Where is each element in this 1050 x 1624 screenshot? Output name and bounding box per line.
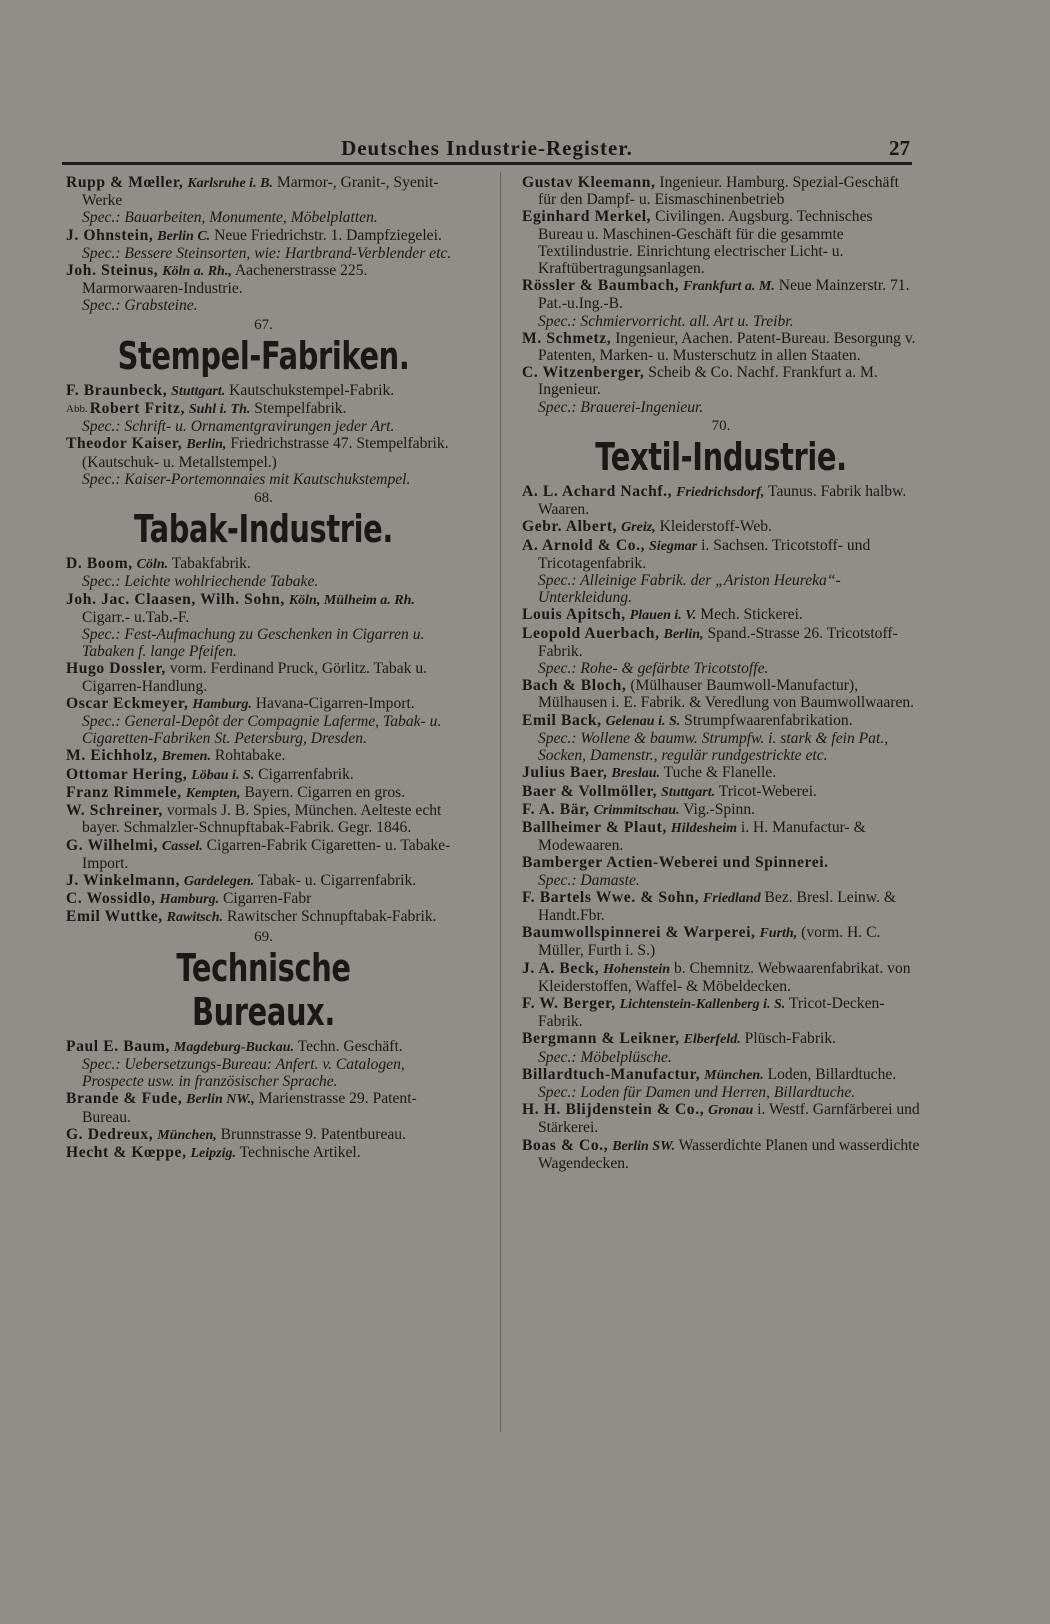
directory-entry: [66, 1090, 461, 1125]
section-number-68: 68.: [254, 490, 273, 507]
firm-location: Elberfeld.: [683, 1032, 741, 1048]
firm-location: Siegmar: [649, 538, 698, 554]
firm-description: Bayern. Cigarren en gros.: [244, 783, 406, 801]
firm-location: Köln, Mülheim a. Rh.: [288, 592, 415, 608]
firm-description: i. H. Manufactur- & Modewaaren.: [538, 818, 866, 855]
firm-location: Gronau: [708, 1103, 754, 1119]
firm-description: Civilingen. Augsburg. Technisches Bureau u. Maschinen-Geschäft für die gesammte Textilindustrie. Einrichtung electrischer Licht- u. Kraftübertragungsanlagen.: [538, 208, 873, 278]
firm-name: A. Arnold & Co.,: [522, 536, 646, 554]
firm-location: Furth,: [759, 926, 798, 942]
directory-entry: [66, 660, 461, 694]
firm-name: Bergmann & Leikner,: [522, 1030, 680, 1048]
firm-description: Taunus. Fabrik halbw. Waaren.: [538, 483, 907, 519]
firm-name: C. Witzenberger,: [522, 364, 645, 382]
firm-description: Strumpfwaarenfabrikation.: [684, 711, 853, 729]
firm-name: Ballheimer & Plaut,: [522, 818, 667, 836]
firm-description: Friedrichstrasse 47. Stempelfabrik. (Kautschuk- u. Metallstempel.): [82, 435, 449, 471]
firm-specialty: Spec.: Damaste.: [538, 871, 640, 889]
firm-name: F. A. Bär,: [522, 800, 590, 818]
section-number-69: 69.: [254, 928, 273, 945]
firm-location: Magdeburg-Buckau.: [173, 1039, 295, 1055]
directory-entry: [522, 518, 920, 536]
firm-name: Franz Rimmele,: [66, 783, 182, 801]
firm-location: Berlin C.: [157, 228, 211, 244]
firm-location: Rawitsch.: [166, 910, 224, 926]
running-title: Deutsches Industrie-Register.: [341, 136, 633, 160]
firm-location: Plauen i. V.: [629, 608, 697, 624]
section-heading-stempel: Stempel-Fabriken.: [117, 333, 410, 378]
firm-description: Cigarr.- u.Tab.-F.: [82, 608, 190, 626]
directory-entry: [522, 606, 920, 624]
firm-specialty: Spec.: Kaiser-Portemonnaies mit Kautschukstempel.: [82, 470, 411, 488]
technische-bureaux-list: [66, 1038, 461, 1162]
firm-description: Ingenieur, Aachen. Patent-Bureau. Besorgung v. Patenten, Marken- u. Musterschutz in allen Staaten.: [538, 329, 916, 365]
firm-description: Bez. Bresl. Leinw. & Handt.Fbr.: [538, 888, 897, 924]
firm-specialty: Spec.: General-Depôt der Compagnie Laferme, Tabak- u. Cigaretten-Fabriken St. Petersburg, Dresden.: [82, 713, 442, 748]
section-heading-textil: Textil-Industrie.: [595, 435, 847, 480]
firm-location: Breslau.: [611, 766, 661, 782]
directory-entry: [66, 1038, 461, 1056]
firm-name: M. Schmetz,: [522, 329, 612, 347]
firm-name: F. W. Berger,: [522, 994, 616, 1012]
section-number-67: 67.: [254, 316, 273, 333]
firm-specialty: Spec.: Schmiervorricht. all. Art u. Treibr.: [538, 312, 794, 330]
firm-location: Lichtenstein-Kallenberg i. S.: [619, 996, 786, 1012]
firm-name: Emil Back,: [522, 711, 602, 729]
firm-description: Neue Friedrichstr. 1. Dampfziegelei.: [214, 226, 442, 244]
firm-name: Hecht & Kœppe,: [66, 1143, 187, 1161]
directory-entry: [522, 1066, 920, 1084]
firm-location: München.: [704, 1067, 764, 1083]
firm-name: Emil Wuttke,: [66, 908, 163, 926]
firm-description: Havana-Cigarren-Import.: [255, 694, 415, 712]
firm-specialty: Spec.: Schrift- u. Ornamentgravirungen jeder Art.: [82, 418, 395, 436]
firm-description: vormals J. B. Spies, München. Aelteste echt bayer. Schmalzler-Schnupftabak-Fabrik. Gegr. 1846.: [82, 802, 442, 837]
hand-pointer-icon: Abb.: [66, 402, 88, 415]
firm-description: Cigarrenfabrik.: [258, 765, 354, 783]
directory-entry: [522, 960, 920, 995]
firm-location: Cassel.: [161, 838, 203, 854]
firm-name: Joh. Jac. Claasen, Wilh. Sohn,: [66, 590, 285, 608]
firm-description: Marmor-, Granit-, Syenit-Werke: [82, 174, 439, 210]
firm-description: Kautschukstempel-Fabrik.: [229, 381, 395, 399]
steinwerke-continued: [66, 174, 461, 315]
firm-name: W. Schreiner,: [66, 802, 163, 820]
firm-description: Kleiderstoff-Web.: [659, 518, 772, 536]
firm-description: Mech. Stickerei.: [700, 606, 803, 624]
column-divider: [500, 172, 501, 1432]
firm-name: Eginhard Merkel,: [522, 208, 652, 226]
firm-location: Kempten,: [185, 785, 241, 801]
firm-specialty: Spec.: Bessere Steinsorten, wie: Hartbrand-Verblender etc.: [82, 244, 452, 262]
firm-name: F. Bartels Wwe. & Sohn,: [522, 888, 700, 906]
firm-description: Ingenieur. Hamburg. Spezial-Geschäft für den Dampf- u. Eismaschinenbetrieb: [538, 174, 900, 209]
firm-location: Löbau i. S.: [191, 767, 255, 783]
firm-location: Crimmitschau.: [593, 802, 680, 818]
directory-entry: [522, 1137, 920, 1172]
firm-description: Neue Mainzerstr. 71. Pat.-u.Ing.-B.: [538, 277, 910, 313]
directory-entry: [66, 908, 461, 926]
directory-entry: [66, 227, 461, 245]
firm-description: Marienstrasse 29. Patent-Bureau.: [82, 1090, 417, 1126]
firm-location: Friedland: [703, 890, 761, 906]
firm-name: J. A. Beck,: [522, 959, 600, 977]
firm-name: Boas & Co.,: [522, 1136, 609, 1154]
firm-location: Stuttgart.: [171, 383, 226, 399]
firm-name: H. H. Blijdenstein & Co.,: [522, 1101, 705, 1119]
firm-location: Gardelegen.: [183, 873, 255, 889]
firm-specialty: Spec.: Bauarbeiten, Monumente, Möbelplatten.: [82, 209, 378, 227]
firm-description: Vig.-Spinn.: [683, 800, 756, 818]
firm-description: Plüsch-Fabrik.: [744, 1030, 837, 1048]
textil-list: [522, 483, 920, 1172]
firm-location: Cöln.: [136, 557, 169, 573]
firm-description: vorm. Ferdinand Pruck, Görlitz. Tabak u. Cigarren-Handlung.: [82, 660, 428, 695]
firm-name: Ottomar Hering,: [66, 765, 188, 783]
firm-description: b. Chemnitz. Webwaarenfabrikat. von Kleiderstoffen, Waffel- & Möbeldecken.: [538, 959, 911, 995]
firm-location: Bremen.: [161, 749, 211, 765]
firm-name: F. Braunbeck,: [66, 381, 168, 399]
firm-location: Leipzig.: [190, 1145, 236, 1161]
firm-description: Cigarren-Fabrik Cigaretten- u. Tabake- Import.: [82, 836, 451, 872]
directory-entry: [522, 174, 920, 208]
firm-location: Köln a. Rh.,: [162, 264, 232, 280]
directory-entry: [66, 555, 461, 573]
firm-location: Berlin SW.: [612, 1138, 675, 1154]
firm-name: C. Wossidlo,: [66, 890, 156, 908]
section-heading-technische-bureaux: Technische Bureaux.: [176, 945, 351, 1034]
directory-entry: [66, 747, 461, 765]
directory-entry: [66, 1126, 461, 1144]
firm-description: Stempelfabrik.: [254, 400, 347, 418]
tabak-list: [66, 555, 461, 926]
firm-description: (vorm. H. C. Müller, Furth i. S.): [538, 924, 881, 960]
page-number: 27: [889, 136, 910, 160]
firm-specialty: Spec.: Uebersetzungs-Bureau: Anfert. v. Catalogen, Prospecte usw. in französischer Sprache.: [82, 1055, 405, 1091]
firm-location: Karlsruhe i. B.: [187, 176, 273, 191]
right-column: [522, 174, 920, 1172]
firm-description: Tabakfabrik.: [171, 555, 251, 573]
firm-specialty: Spec.: Grabsteine.: [82, 297, 198, 315]
firm-specialty: Spec.: Wollene & baumw. Strumpfw. i. stark & fein Pat., Socken, Damenstr., regulär rundgestrickte etc.: [538, 729, 889, 765]
firm-location: Frankfurt a. M.: [683, 279, 775, 295]
firm-location: Hamburg.: [159, 892, 220, 908]
firm-name: G. Dedreux,: [66, 1125, 154, 1143]
firm-description: (Mülhauser Baumwoll-Manufactur), Mülhausen i. E. Fabrik. & Veredlung von Baumwollwaaren.: [538, 677, 915, 712]
directory-entry: [522, 995, 920, 1030]
directory-entry: [66, 802, 461, 836]
directory-entry: [522, 889, 920, 924]
firm-description: Brunnstrasse 9. Patentbureau.: [220, 1125, 407, 1143]
firm-description: Rohtabake.: [214, 747, 286, 765]
firm-description: Rawitscher Schnupftabak-Fabrik.: [226, 908, 437, 926]
firm-location: Greiz,: [621, 520, 656, 536]
directory-entry: [522, 819, 920, 854]
directory-entry: [66, 766, 461, 784]
firm-description: Cigarren-Fabr: [223, 890, 312, 908]
directory-entry: [66, 1144, 461, 1162]
firm-description: i. Westf. Garnfärberei und Stärkerei.: [538, 1101, 920, 1137]
directory-entry: [522, 537, 920, 572]
directory-entry: [522, 483, 920, 518]
directory-entry: [66, 435, 461, 470]
firm-name: Robert Fritz,: [89, 400, 185, 418]
stempel-list: [66, 382, 461, 488]
firm-description: Spand.-Strasse 26. Tricotstoff-Fabrik.: [538, 624, 898, 660]
firm-name: Joh. Steinus,: [66, 262, 159, 280]
directory-entry: [522, 1030, 920, 1048]
firm-name: Gebr. Albert,: [522, 518, 618, 536]
firm-description: Tuche & Flanelle.: [663, 764, 777, 782]
directory-entry: [66, 837, 461, 872]
directory-entry: [522, 1101, 920, 1136]
directory-entry: [522, 364, 920, 398]
firm-name: J. Winkelmann,: [66, 871, 180, 889]
firm-name: Baer & Vollmöller,: [522, 782, 658, 800]
firm-name: J. Ohnstein,: [66, 226, 154, 244]
directory-entry: [66, 695, 461, 713]
firm-location: Gelenau i. S.: [605, 713, 681, 729]
firm-location: Friedrichsdorf,: [676, 485, 765, 501]
firm-name: Oscar Eckmeyer,: [66, 694, 189, 712]
firm-description: Wasserdichte Planen und wasserdichte Wagendecken.: [538, 1136, 920, 1172]
firm-description: Technische Artikel.: [239, 1143, 361, 1161]
firm-name: Bamberger Actien-Weberei und Spinnerei.: [522, 854, 829, 872]
firm-specialty: Spec.: Loden für Damen und Herren, Billardtuche.: [538, 1083, 856, 1101]
directory-entry: [522, 712, 920, 730]
firm-location: Hildesheim: [670, 820, 737, 836]
directory-entry: [522, 924, 920, 959]
firm-location: Hamburg.: [192, 696, 252, 712]
firm-specialty: Spec.: Rohe- & gefärbte Tricotstoffe.: [538, 660, 769, 678]
firm-location: München,: [157, 1127, 217, 1143]
section-number-70: 70.: [711, 417, 731, 434]
firm-name: Hugo Dossler,: [66, 660, 166, 678]
left-column: [66, 174, 461, 1162]
directory-entry: [522, 801, 920, 819]
firm-name: Louis Apitsch,: [522, 606, 626, 624]
directory-entry: [522, 854, 920, 871]
firm-location: Stuttgart.: [661, 784, 716, 800]
firm-name: Theodor Kaiser,: [66, 435, 183, 453]
firm-location: Hohenstein: [603, 961, 671, 977]
directory-entry: [66, 400, 461, 418]
firm-name: D. Boom,: [66, 555, 133, 573]
firm-description: Tabak- u. Cigarrenfabrik.: [257, 871, 417, 889]
firm-description: Tricot-Weberei.: [718, 782, 817, 800]
firm-specialty: Spec.: Alleinige Fabrik. der „Ariston Heureka“-Unterkleidung.: [538, 572, 841, 607]
firm-name: Rössler & Baumbach,: [522, 277, 680, 295]
firm-name: Brande & Fude,: [66, 1090, 183, 1108]
firm-description: Techn. Geschäft.: [297, 1037, 403, 1055]
directory-entry: [66, 174, 461, 209]
firm-specialty: Spec.: Fest-Aufmachung zu Geschenken in Cigarren u. Tabaken f. lange Pfeifen.: [82, 626, 425, 661]
directory-entry: [522, 208, 920, 277]
firm-name: Leopold Auerbach,: [522, 624, 660, 642]
section-heading-tabak: Tabak-Industrie.: [134, 507, 393, 552]
directory-entry: [522, 783, 920, 801]
directory-entry: [66, 382, 461, 400]
firm-name: Paul E. Baum,: [66, 1037, 170, 1055]
directory-entry: [522, 677, 920, 711]
firm-name: Baumwollspinnerei & Warperei,: [522, 924, 756, 942]
firm-name: Rupp & Mœller,: [66, 174, 184, 191]
directory-entry: [66, 872, 461, 890]
firm-description: Loden, Billardtuche.: [767, 1065, 897, 1083]
firm-name: Julius Baer,: [522, 764, 608, 782]
firm-location: Berlin NW.,: [186, 1092, 255, 1108]
page-header: [62, 136, 912, 165]
directory-entry: [522, 764, 920, 782]
firm-name: Bach & Bloch,: [522, 677, 627, 695]
firm-description: i. Sachsen. Tricotstoff- und Tricotagenfabrik.: [538, 536, 871, 572]
firm-name: Billardtuch-Manufactur,: [522, 1065, 701, 1083]
directory-entry: [66, 784, 461, 802]
directory-entry: [66, 262, 461, 297]
directory-entry: [66, 591, 461, 626]
firm-name: A. L. Achard Nachf.,: [522, 483, 673, 501]
firm-name: G. Wilhelmi,: [66, 836, 158, 854]
firm-description: Scheib & Co. Nachf. Frankfurt a. M. Ingenieur.: [538, 364, 878, 399]
directory-entry: [522, 277, 920, 312]
firm-location: Berlin,: [663, 626, 704, 642]
firm-specialty: Spec.: Brauerei-Ingenieur.: [538, 398, 704, 416]
firm-location: Suhl i. Th.: [188, 402, 251, 418]
directory-entry: [522, 625, 920, 660]
firm-specialty: Spec.: Möbelplüsche.: [538, 1048, 672, 1066]
directory-entry: [522, 330, 920, 364]
firm-name: Gustav Kleemann,: [522, 174, 656, 191]
technische-bureaux-continued: [522, 174, 920, 416]
firm-description: Tricot-Decken-Fabrik.: [538, 994, 885, 1031]
firm-description: Aachenerstrasse 225. Marmorwaaren-Industrie.: [82, 262, 368, 298]
firm-name: M. Eichholz,: [66, 747, 158, 765]
directory-entry: [66, 890, 461, 908]
firm-specialty: Spec.: Leichte wohlriechende Tabake.: [82, 573, 319, 591]
firm-location: Berlin,: [186, 437, 227, 453]
